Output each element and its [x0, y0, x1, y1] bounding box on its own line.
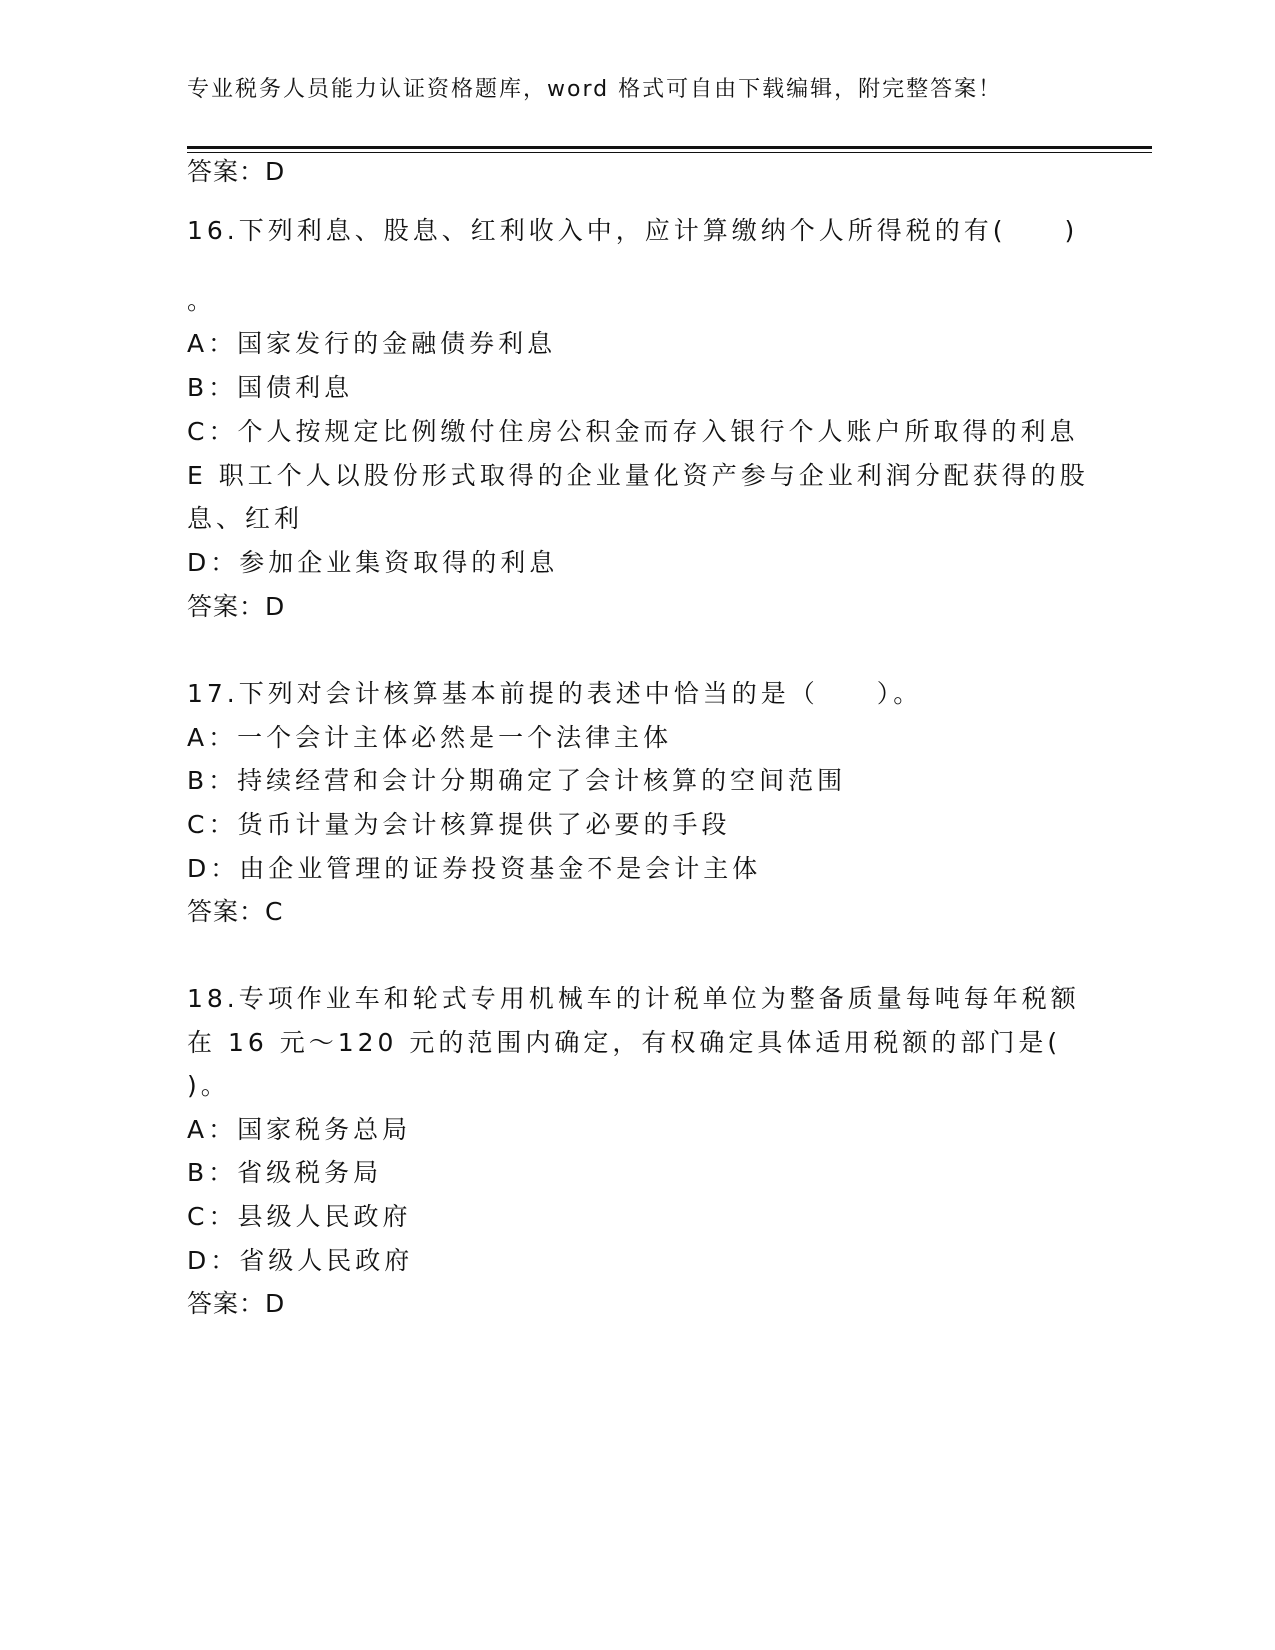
- question-18-option-c: C：县级人民政府: [187, 1202, 412, 1231]
- question-16-option-e-cont: 息、红利: [187, 504, 304, 533]
- question-17-stem: 17.下列对会计核算基本前提的表述中恰当的是（ ）。: [187, 679, 923, 708]
- question-17-option-a: A：一个会计主体必然是一个法律主体: [187, 723, 673, 752]
- question-16-answer: 答案：D: [187, 592, 286, 621]
- question-16-option-a: A：国家发行的金融债券利息: [187, 329, 557, 358]
- question-18-answer: 答案：D: [187, 1289, 286, 1318]
- header-rule: [187, 146, 1152, 149]
- question-16-option-c: C：个人按规定比例缴付住房公积金而存入银行个人账户所取得的利息: [187, 417, 1079, 446]
- question-18-option-a: A：国家税务总局: [187, 1115, 412, 1144]
- question-16-option-b: B：国债利息: [187, 373, 354, 402]
- question-16-stem-line-1: 16.下列利息、股息、红利收入中，应计算缴纳个人所得税的有( ): [187, 216, 1079, 245]
- question-17-option-d: D：由企业管理的证券投资基金不是会计主体: [187, 854, 762, 883]
- question-18-option-d: D：省级人民政府: [187, 1246, 414, 1275]
- question-18-stem-line-2: 在 16 元～120 元的范围内确定，有权确定具体适用税额的部门是(: [187, 1028, 1062, 1057]
- question-18-stem-line-1: 18.专项作业车和轮式专用机械车的计税单位为整备质量每吨每年税额: [187, 984, 1080, 1013]
- question-16-option-e: E 职工个人以股份形式取得的企业量化资产参与企业利润分配获得的股: [187, 461, 1089, 490]
- question-17-option-b: B：持续经营和会计分期确定了会计核算的空间范围: [187, 766, 847, 795]
- question-17-answer: 答案：C: [187, 897, 284, 926]
- question-16-stem-line-2: 。: [187, 286, 217, 315]
- question-18-option-b: B：省级税务局: [187, 1158, 383, 1187]
- question-17-option-c: C：货币计量为会计核算提供了必要的手段: [187, 810, 731, 839]
- header-rule-thin: [187, 152, 1152, 153]
- question-18-stem-line-3: )。: [187, 1071, 230, 1100]
- page-header: 专业税务人员能力认证资格题库，word 格式可自由下载编辑，附完整答案！: [187, 77, 1003, 102]
- question-16-option-d: D：参加企业集资取得的利息: [187, 548, 559, 577]
- previous-answer: 答案：D: [187, 157, 286, 186]
